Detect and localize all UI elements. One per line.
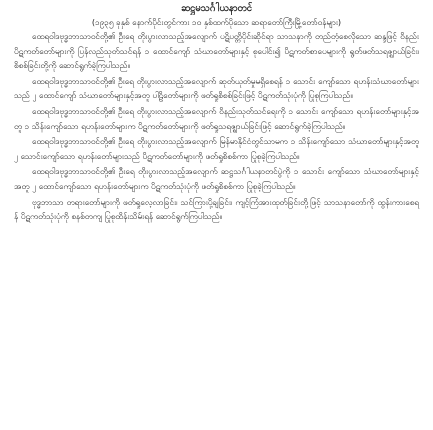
document-subtitle: (၁၉၃၅ ခုနှစ် နောက်ပိုင်းတွင်ကား ၁၀ နှစ်ထက်ပိုသော ဆရာတော်ကြီးမြို့တော်ဝန်များ) [91,17,342,27]
paragraph-5: ထေရဝါဒဗုဒ္ဓဘာသာဝင်တို့၏ ဦးရေ တိုးပွားလာသည့်အလျောက် ဆဋ္ဌသင်္ဂါယနာတင်ပွဲကို ၁ သောင်း ကျော်သော သံဃာတော်များနှင့်အတူ ၂ ထောင်ကျော်သော ရဟန်းတော်များက ပိဋကတ်သုံးပုံကို ဖတ်ရှုစိစစ်ကာ ပြုစုခဲ့ကြပါသည်။ [14,166,419,191]
paragraph-6: ဗုဒ္ဓဘာသာ တရားတော်များကို ဖတ်ရှုလေ့လာခြင်း၊ သင်ကြားပို့ချခြင်း၊ ကျင့်ကြံအားထုတ်ခြင်းတို့ဖြင့် သာသနာတော်ကို ထွန်းကားစေရန် ပိဋကတ်သုံးပုံကို စနစ်တကျ ပြုစုထိန်းသိမ်းရန် ဆောင်ရွက်ကြပါသည်။ [14,196,419,222]
paragraph-2: ထေရဝါဒဗုဒ္ဓဘာသာဝင်တို့၏ ဦးရေ တိုးပွားလာသည့်အလျောက် ဆုတ်ယုတ်မှုမရှိစေရန် ၁ သောင်း ကျော်သော ရဟန်းသံဃာတော်များသည် ၂ ထောင်ကျော် သံဃာတော်များနှင့်အတူ ပါဠိတော်များကို ဖတ်ရှုစိစစ်ခြင်းဖြင့် ပိဋကတ်သုံးပုံကို ပြုစုကြပါသည်။ [14,75,419,101]
paragraph-3: ထေရဝါဒဗုဒ္ဓဘာသာဝင်တို့၏ ဦးရေ တိုးပွားလာသည့်အလျောက် ဝိနည်းသုတ်သင်ရေးကို ၁ သောင်း ကျော်သော ရဟန်းတော်များနှင့်အတူ ၁ သိန်းကျော်သော ရဟန်းတော်များက ပိဋကတ်တော်များကို ဖတ်ရှုသရဇ္ဈာယ်ခြင်းဖြင့် ဆောင်ရွက်ခဲ့ကြပါသည်။ [14,105,419,131]
document-title: ဆဋ္ဌမသင်္ဂါယနာတင် [180,3,253,14]
paragraph-4: ထေရဝါဒဗုဒ္ဓဘာသာဝင်တို့၏ ဦးရေ တိုးပွားလာသည့်အလျောက် မြန်မာနိုင်ငံတွင်သာမက ၁ သိန်းကျော်သော သံဃာတော်များနှင့်အတူ ၂ သောင်းကျော်သော ရဟန်းတော်များသည် ပိဋကတ်တော်များကို ဖတ်ရှုစိစစ်ကာ ပြုစုခဲ့ကြပါသည်။ [14,136,419,161]
paragraph-1: ထေရဝါဒဗုဒ္ဓဘာသာဝင်တို့၏ ဦးရေ တိုးပွားလာသည့်အလျောက် ပဋိပတ္တိပိုင်းဆိုင်ရာ သာသနာကို တည်တံ့စေလိုသော ဆန္ဒဖြင့် ဝိနည်းပိဋကတ်တော်များကို ပြန်လည်သုတ်သင်ရန် ၁ ထောင်ကျော် သံဃာတော်များနှင့် စုပေါင်း၍ ပိဋကတ်စာပေများကို ရွတ်ဖတ်သရဇ္ဈာယ်ခြင်း၊ စိစစ်ခြင်းတို့ကို ဆောင်ရွက်ခဲ့ကြပါသည်။ [14,31,419,71]
